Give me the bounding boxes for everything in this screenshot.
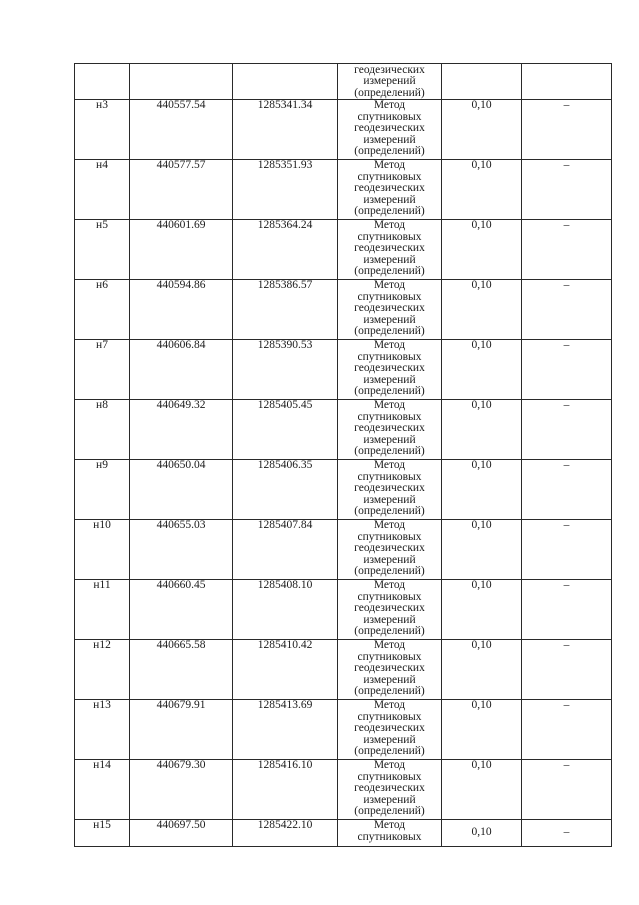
table-row — [75, 520, 612, 580]
accuracy-cell: 0,10 — [442, 640, 522, 700]
method-line: измерений — [363, 253, 416, 266]
method-line: спутниковых — [357, 410, 422, 423]
method-cell — [338, 580, 442, 640]
y-coordinate-cell — [233, 64, 338, 100]
y-coordinate-cell: 1285405.45 — [233, 400, 338, 460]
method-line: (определений) — [354, 685, 425, 697]
note-cell: – — [522, 100, 612, 160]
accuracy-cell: 0,10 — [442, 520, 522, 580]
method-line: спутниковых — [357, 110, 422, 123]
method-line: геодезических — [354, 63, 425, 76]
y-coordinate-cell: 1285364.24 — [233, 220, 338, 280]
method-line: геодезических — [354, 602, 425, 614]
accuracy-cell: 0,10 — [442, 700, 522, 760]
x-coordinate-cell: 440577.57 — [130, 160, 233, 220]
method-line: спутниковых — [357, 530, 422, 543]
note-cell: – — [522, 700, 612, 760]
accuracy-cell: 0,10 — [442, 580, 522, 640]
method-line: Метод — [373, 519, 406, 531]
table-row — [75, 700, 612, 760]
method-cell — [338, 820, 442, 847]
point-number-cell: н15 — [75, 820, 130, 847]
y-coordinate-cell: 1285341.34 — [233, 100, 338, 160]
method-line: (определений) — [354, 625, 425, 637]
note-cell — [522, 64, 612, 100]
x-coordinate-cell — [130, 64, 233, 100]
method-line: (определений) — [354, 265, 425, 277]
note-cell: – — [522, 400, 612, 460]
method-line: Метод — [373, 699, 406, 711]
accuracy-cell: 0,10 — [442, 400, 522, 460]
accuracy-cell: 0,10 — [442, 220, 522, 280]
table-row — [75, 100, 612, 160]
method-line: геодезических — [354, 542, 425, 554]
y-coordinate-cell: 1285413.69 — [233, 700, 338, 760]
table-row — [75, 640, 612, 700]
accuracy-cell: 0,10 — [442, 460, 522, 520]
method-cell — [338, 460, 442, 520]
method-line: измерений — [363, 373, 416, 386]
method-cell — [338, 100, 442, 160]
method-line: измерений — [363, 193, 416, 206]
point-number-cell: н5 — [75, 220, 130, 280]
method-line: измерений — [363, 433, 416, 446]
note-cell: – — [522, 220, 612, 280]
accuracy-cell: 0,10 — [442, 100, 522, 160]
method-line: геодезических — [354, 302, 425, 314]
y-coordinate-cell: 1285410.42 — [233, 640, 338, 700]
method-cell — [338, 64, 442, 100]
note-cell: – — [522, 340, 612, 400]
method-line: геодезических — [354, 782, 425, 794]
y-coordinate-cell: 1285351.93 — [233, 160, 338, 220]
note-cell: – — [522, 580, 612, 640]
method-line: Метод — [373, 219, 406, 231]
method-cell — [338, 220, 442, 280]
accuracy-cell: 0,10 — [442, 160, 522, 220]
table-row — [75, 400, 612, 460]
method-line: измерений — [363, 553, 416, 566]
method-line: геодезических — [354, 182, 425, 194]
accuracy-cell: 0,10 — [442, 820, 522, 847]
point-number-cell: н13 — [75, 700, 130, 760]
accuracy-cell: 0,10 — [442, 760, 522, 820]
method-line: Метод — [373, 639, 406, 651]
method-line: (определений) — [354, 325, 425, 337]
table-row — [75, 160, 612, 220]
method-line: геодезических — [354, 722, 425, 734]
x-coordinate-cell: 440557.54 — [130, 100, 233, 160]
method-cell — [338, 760, 442, 820]
y-coordinate-cell: 1285386.57 — [233, 280, 338, 340]
method-line: измерений — [363, 673, 416, 686]
method-line: спутниковых — [357, 770, 422, 783]
accuracy-cell: 0,10 — [442, 340, 522, 400]
point-number-cell: н7 — [75, 340, 130, 400]
x-coordinate-cell: 440697.50 — [130, 820, 233, 847]
note-cell: – — [522, 820, 612, 847]
method-cell — [338, 700, 442, 760]
table-row — [75, 760, 612, 820]
y-coordinate-cell: 1285407.84 — [233, 520, 338, 580]
method-line: спутниковых — [357, 170, 422, 183]
method-line: (определений) — [354, 505, 425, 517]
point-number-cell: н11 — [75, 580, 130, 640]
method-line: измерений — [363, 133, 416, 146]
y-coordinate-cell: 1285406.35 — [233, 460, 338, 520]
method-line: Метод — [373, 399, 406, 411]
x-coordinate-cell: 440679.91 — [130, 700, 233, 760]
method-line: Метод — [373, 579, 406, 591]
method-line: Метод — [373, 459, 406, 471]
method-line: спутниковых — [357, 230, 422, 243]
method-line: геодезических — [354, 362, 425, 374]
method-line: спутниковых — [357, 830, 422, 843]
coordinates-table — [74, 63, 612, 847]
method-line: измерений — [363, 613, 416, 626]
point-number-cell: н12 — [75, 640, 130, 700]
method-line: геодезических — [354, 422, 425, 434]
table-row — [75, 820, 612, 847]
point-number-cell: н4 — [75, 160, 130, 220]
method-line: спутниковых — [357, 590, 422, 603]
method-line: спутниковых — [357, 470, 422, 483]
x-coordinate-cell: 440601.69 — [130, 220, 233, 280]
method-line: измерений — [363, 313, 416, 326]
y-coordinate-cell: 1285416.10 — [233, 760, 338, 820]
x-coordinate-cell: 440650.04 — [130, 460, 233, 520]
point-number-cell: н8 — [75, 400, 130, 460]
method-line: (определений) — [354, 145, 425, 157]
table-row — [75, 460, 612, 520]
method-line: Метод — [373, 819, 406, 831]
method-line: Метод — [373, 99, 406, 111]
note-cell: – — [522, 640, 612, 700]
point-number-cell: н14 — [75, 760, 130, 820]
table-row — [75, 580, 612, 640]
method-line: спутниковых — [357, 710, 422, 723]
method-line: (определений) — [354, 565, 425, 577]
method-line: Метод — [373, 759, 406, 771]
method-line: геодезических — [354, 242, 425, 254]
point-number-cell: н10 — [75, 520, 130, 580]
x-coordinate-cell: 440660.45 — [130, 580, 233, 640]
note-cell: – — [522, 520, 612, 580]
table-row — [75, 340, 612, 400]
method-line: Метод — [373, 339, 406, 351]
method-line: измерений — [363, 493, 416, 506]
method-line: спутниковых — [357, 650, 422, 663]
x-coordinate-cell: 440665.58 — [130, 640, 233, 700]
method-cell — [338, 340, 442, 400]
method-cell — [338, 160, 442, 220]
method-cell — [338, 520, 442, 580]
method-line: (определений) — [354, 805, 425, 817]
method-line: (определений) — [354, 205, 425, 217]
x-coordinate-cell: 440606.84 — [130, 340, 233, 400]
x-coordinate-cell: 440655.03 — [130, 520, 233, 580]
method-line: спутниковых — [357, 290, 422, 303]
method-line: Метод — [373, 159, 406, 171]
y-coordinate-cell: 1285422.10 — [233, 820, 338, 847]
method-cell — [338, 280, 442, 340]
method-line: (определений) — [354, 86, 425, 99]
method-line: Метод — [373, 279, 406, 291]
point-number-cell: н6 — [75, 280, 130, 340]
x-coordinate-cell: 440679.30 — [130, 760, 233, 820]
method-line: геодезических — [354, 122, 425, 134]
table-row-continued — [75, 64, 612, 100]
note-cell: – — [522, 280, 612, 340]
point-number-cell — [75, 64, 130, 100]
note-cell: – — [522, 760, 612, 820]
method-cell — [338, 640, 442, 700]
note-cell: – — [522, 460, 612, 520]
accuracy-cell: 0,10 — [442, 280, 522, 340]
method-line: измерений — [363, 733, 416, 746]
accuracy-cell — [442, 64, 522, 100]
x-coordinate-cell: 440594.86 — [130, 280, 233, 340]
method-line: измерений — [363, 793, 416, 806]
point-number-cell: н9 — [75, 460, 130, 520]
point-number-cell: н3 — [75, 100, 130, 160]
method-line: геодезических — [354, 662, 425, 674]
x-coordinate-cell: 440649.32 — [130, 400, 233, 460]
method-cell — [338, 400, 442, 460]
method-line: (определений) — [354, 445, 425, 457]
method-line: (определений) — [354, 745, 425, 757]
table-row — [75, 280, 612, 340]
method-line: геодезических — [354, 482, 425, 494]
table-row — [75, 220, 612, 280]
method-line: измерений — [363, 75, 416, 87]
y-coordinate-cell: 1285408.10 — [233, 580, 338, 640]
method-line: спутниковых — [357, 350, 422, 363]
method-line: (определений) — [354, 385, 425, 397]
y-coordinate-cell: 1285390.53 — [233, 340, 338, 400]
note-cell: – — [522, 160, 612, 220]
